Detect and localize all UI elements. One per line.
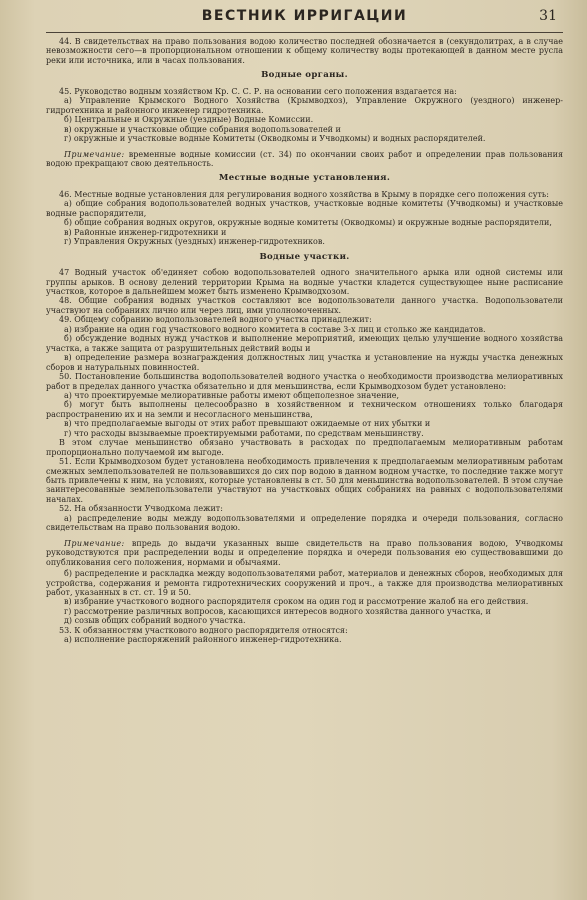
paragraph: 47 Водный участок об'единяет собою водопользователей одного значительного арыка или одной системы или группы арыков. В основу делений территории Крыма на водные участки кладется существующее ныне расписание участков, которое в дальнейшем может быть изменено Крымводхозом.	[46, 268, 563, 296]
list-item: б) могут быть выполнены целесообразно в хозяйственном и техническом отношениях только благодаря распространению их и на земли и несогласного меньшинства,	[46, 400, 563, 419]
list-item: г) рассмотрение различных вопросов, касающихся интересов водного хозяйства данного участка, и	[64, 606, 491, 616]
list-item: а) Управление Крымского Водного Хозяйства (Крымводхоз), Управление Окружного (уездного) инженер-гидротехника и районного инженер гидротехника.	[46, 96, 563, 115]
list-item: а) избрание на один год участкового водного комитета в составе 3-х лиц и столько же кандидатов.	[64, 324, 486, 334]
list-item: в) определение размера вознаграждения должностных лиц участка и установление на нужды участка денежных сборов и натуральных повинностей.	[46, 353, 563, 372]
paragraph: 44. В свидетельствах на право пользования водою количество последней обозначается в (секундолитрах, а в случае невозможности сего—в пропорциональном отношении к общему количеству воды протекающей в данном месте русла реки или источника, или в часах пользования.	[46, 37, 563, 65]
list-item: в) Районные инженер-гидротехники и	[64, 227, 227, 237]
paragraph: 52. На обязанности Учводкома лежит:	[59, 504, 223, 514]
paragraph: В этом случае меньшинство обязано участвовать в расходах по предполагаемым мелиоративным работам пропорционально получаемой им выгоде.	[46, 438, 563, 457]
list-item: г) Управления Окружных (уездных) инженер-гидротехников.	[64, 237, 325, 247]
list-item: а) что проектируемые мелиоративные работы имеют общеполезное значение,	[64, 390, 400, 400]
list-item: а) исполнение распоряжений районного инженер-гидротехника.	[64, 635, 342, 645]
paragraph: 49. Общему собранию водопользователей водного участка принадлежит:	[59, 315, 372, 325]
list-item: а) общие собрания водопользователей водных участков, участковые водные комитеты (Учводкомы) и участковые водные распорядители,	[46, 199, 563, 218]
paragraph: 53. К обязанностям участкового водного распорядителя относятся:	[59, 625, 348, 635]
paragraph: 51. Если Крымводхозом будет установлена необходимость привлечения к предполагаемым мелиоративным работам смежных землепользователей не пользовавшихся до сих пор водою в данном водном участке, то последние также могут быть привлечены к ним, на условиях, которые установлены в ст. 50 для меньшинства водопользователей. В этом случае заинтересованные землепользователи участвуют на участковых общих собраниях на равных с водопользователями началах.	[46, 457, 563, 504]
page-header	[46, 6, 563, 33]
journal-title: ВЕСТНИК ИРРИГАЦИИ	[201, 8, 408, 24]
note-paragraph	[46, 150, 563, 169]
list-item: в) что предполагаемые выгоды от этих работ превышают ожидаемые от них убытки и	[64, 419, 431, 429]
list-item: б) общие собрания водных округов, окружные водные комитеты (Окводкомы) и окружные водные распорядители,	[64, 218, 552, 228]
page-number: 31	[539, 8, 557, 24]
note-paragraph	[46, 539, 563, 567]
paragraph: 45. Руководство водным хозяйством Кр. С. С. Р. на основании сего положения вздагается на:	[59, 86, 457, 96]
list-item: б) обсуждение водных нужд участков и выполнение мероприятий, имеющих целью улучшение водного хозяйства участка, а также защита от разрушительных действий воды и	[46, 334, 563, 353]
paragraph: 46. Местные водные установления для регулирования водного хозяйства в Крыму в порядке сего положения суть:	[59, 189, 549, 199]
paragraph: 48. Общие собрания водных участков составляют все водопользователи данного участка. Водопользователи участвуют на собраниях лично или через лиц, ими уполномоченных.	[46, 296, 563, 315]
list-item: г) окружные и участковые водные Комитеты (Окводкомы и Учводкомы) и водных распорядителей.	[64, 134, 486, 144]
list-item: а) распределение воды между водопользователями и определение порядка и очереди пользования, согласно свидетельствам на право пользования водою.	[46, 513, 563, 533]
section-heading: Местные водные установления.	[218, 173, 391, 184]
list-item: в) окружные и участковые общие собрания водопользователей и	[64, 124, 341, 134]
list-item: б) Центральные и Окружные (уездные) Водные Комиссии.	[64, 115, 314, 125]
note-text: временные водные комиссии (ст. 34) по окончании своих работ и определении прав пользования водою прекращают свою деятельность.	[46, 149, 563, 168]
note-label: Примечание:	[64, 149, 125, 159]
note-label: Примечание:	[64, 538, 125, 548]
section-heading: Водные участки.	[259, 251, 350, 262]
section-heading: Водные органы.	[261, 70, 348, 81]
note-text: впредь до выдачи указанных выше свидетельств на право пользования водою, Учводкомы руководствуются при распределении воды и определение порядка и очереди пользования ею существовавшими до опубликования сего положения, нормами и обычаями.	[46, 538, 564, 567]
paragraph: 50. Постановление большинства водопользователей водного участка о необходимости производства мелиоративных работ в пределах данного участка обязательно и для меньшинства, если Крымводхозом будет установлено:	[46, 372, 563, 391]
list-item: г) что расходы вызываемые проектируемыми работами, по средствам меньшинству.	[64, 428, 424, 438]
article-body	[46, 37, 563, 645]
list-item: д) созыв общих собраний водного участка.	[64, 616, 246, 626]
list-item: б) распределение и раскладка между водопользователями работ, материалов и денежных сборов, необходимых для устройства, содержания и ремонта гидротехнических сооружений и проч., а также для производства мелиоративных работ, указанных в ст. ст. 19 и 50.	[46, 569, 563, 598]
list-item: в) избрание участкового водного распорядителя сроком на один год и рассмотрение жалоб на его действия.	[64, 597, 529, 607]
